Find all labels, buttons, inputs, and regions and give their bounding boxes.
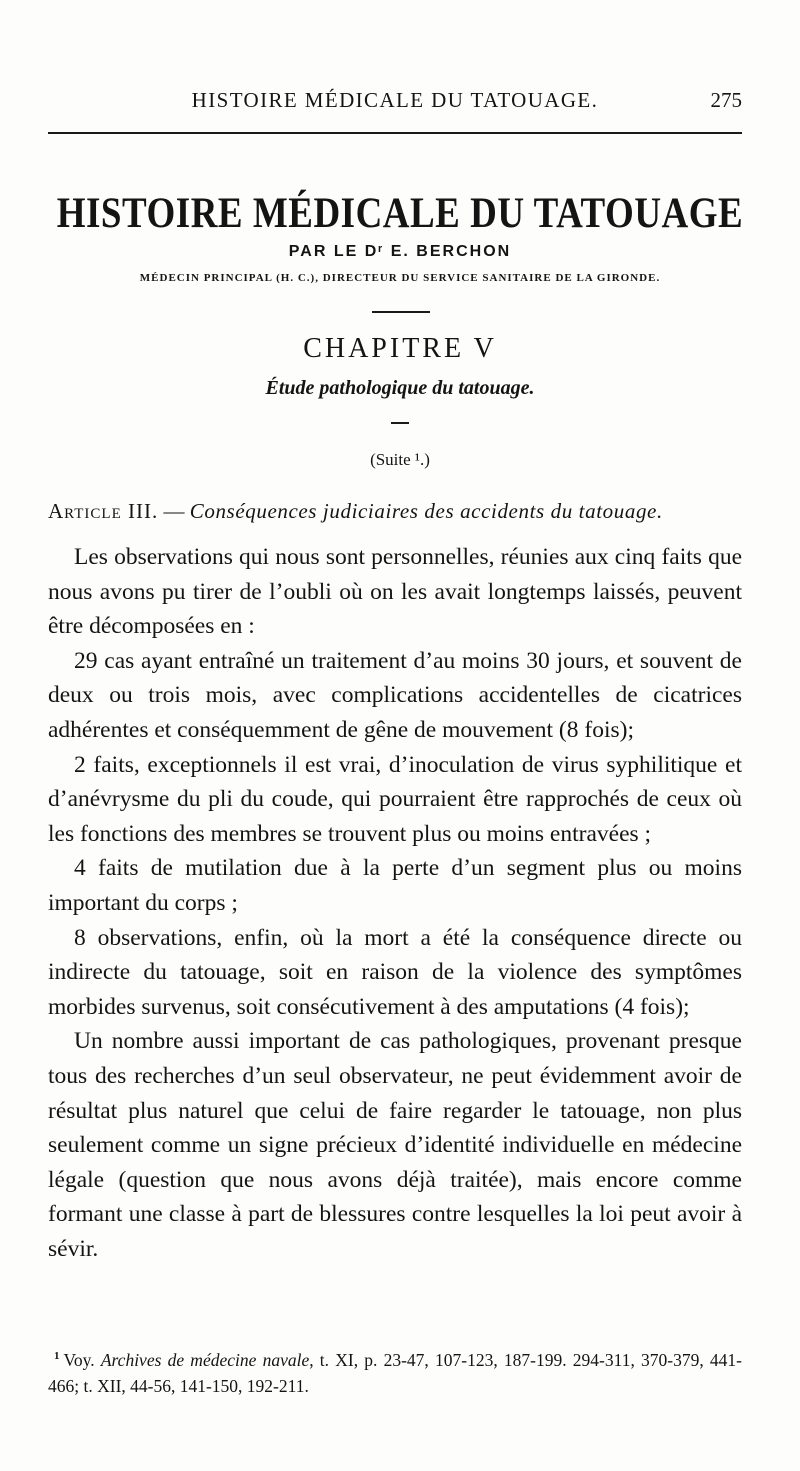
section-separator: — bbox=[158, 499, 190, 523]
footnote-journal: Archives de médecine navale bbox=[100, 1349, 310, 1370]
footnote bbox=[48, 1343, 742, 1399]
section-label: Article III. bbox=[48, 499, 159, 523]
paragraph: 8 observations, enfin, où la mort a été la conséquence directe ou indirecte du tatouage, soit en raison de la violence des symptômes morbides survenus, soit consécutivement à des amputations (4 fois); bbox=[48, 924, 742, 1020]
chapter-subtitle: Étude pathologique du tatouage. bbox=[265, 377, 535, 399]
paragraph: 4 faits de mutilation due à la perte d’un segment plus ou moins important du corps ; bbox=[48, 855, 742, 916]
section-title: Conséquences judiciaires des accidents du tatouage. bbox=[189, 499, 663, 523]
running-head bbox=[48, 88, 742, 114]
paragraph: 29 cas ayant entraîné un traitement d’au moins 30 jours, et souvent de deux ou trois mois, avec complications accidentelles de cicatrices adhérentes et conséquemment de gêne de mouvement (8 fois); bbox=[48, 647, 742, 743]
footnote-marker: 1 bbox=[54, 1350, 60, 1362]
paragraph: Les observations qui nous sont personnelles, réunies aux cinq faits que nous avons pu tirer de l’oubli où on les avait longtemps laissés, peuvent être décomposées en : bbox=[48, 544, 742, 640]
footnote-refs: , t. XI, p. 23-47, 107-123, 187-199. 294-311, 370-379, 441-466; t. XII, 44-56, 141-150, 192-211. bbox=[48, 1349, 743, 1396]
paragraph: 2 faits, exceptionnels il est vrai, d’inoculation de virus syphilitique et d’anévrysme du pli du coude, qui pourraient être rapprochés de ceux où les fonctions des membres se trouvent plus ou moins entravées ; bbox=[48, 751, 742, 847]
author-line: PAR LE Dʳ E. BERCHON bbox=[288, 243, 512, 260]
body-text bbox=[48, 540, 742, 1266]
footnote-lead: Voy. bbox=[63, 1349, 101, 1370]
title-divider bbox=[372, 311, 430, 313]
continuation-note: (Suite ¹.) bbox=[370, 450, 430, 469]
section-heading bbox=[48, 496, 742, 526]
paragraph: Un nombre aussi important de cas pathologiques, provenant presque tous des recherches d’un seul observateur, ne peut évidemment avoir de résultat plus naturel que celui de faire regarder le tatouage, non plus seulement comme un signe précieux d’identité individuelle en médecine légale (question que nous avons déjà traitée), mais encore comme formant une classe à part de blessures contre lesquelles la loi peut avoir à sévir. bbox=[48, 1028, 742, 1262]
running-title: HISTOIRE MÉDICALE DU TATOUAGE. bbox=[191, 88, 599, 112]
page-number: 275 bbox=[710, 88, 742, 112]
header-rule bbox=[48, 132, 742, 134]
chapter-divider bbox=[391, 422, 409, 424]
chapter-heading: CHAPITRE V bbox=[303, 333, 497, 364]
author-affiliation: MÉDECIN PRINCIPAL (H. C.), DIRECTEUR DU SERVICE SANITAIRE DE LA GIRONDE. bbox=[139, 272, 661, 284]
article-title: HISTOIRE MÉDICALE DU TATOUAGE bbox=[56, 189, 744, 238]
